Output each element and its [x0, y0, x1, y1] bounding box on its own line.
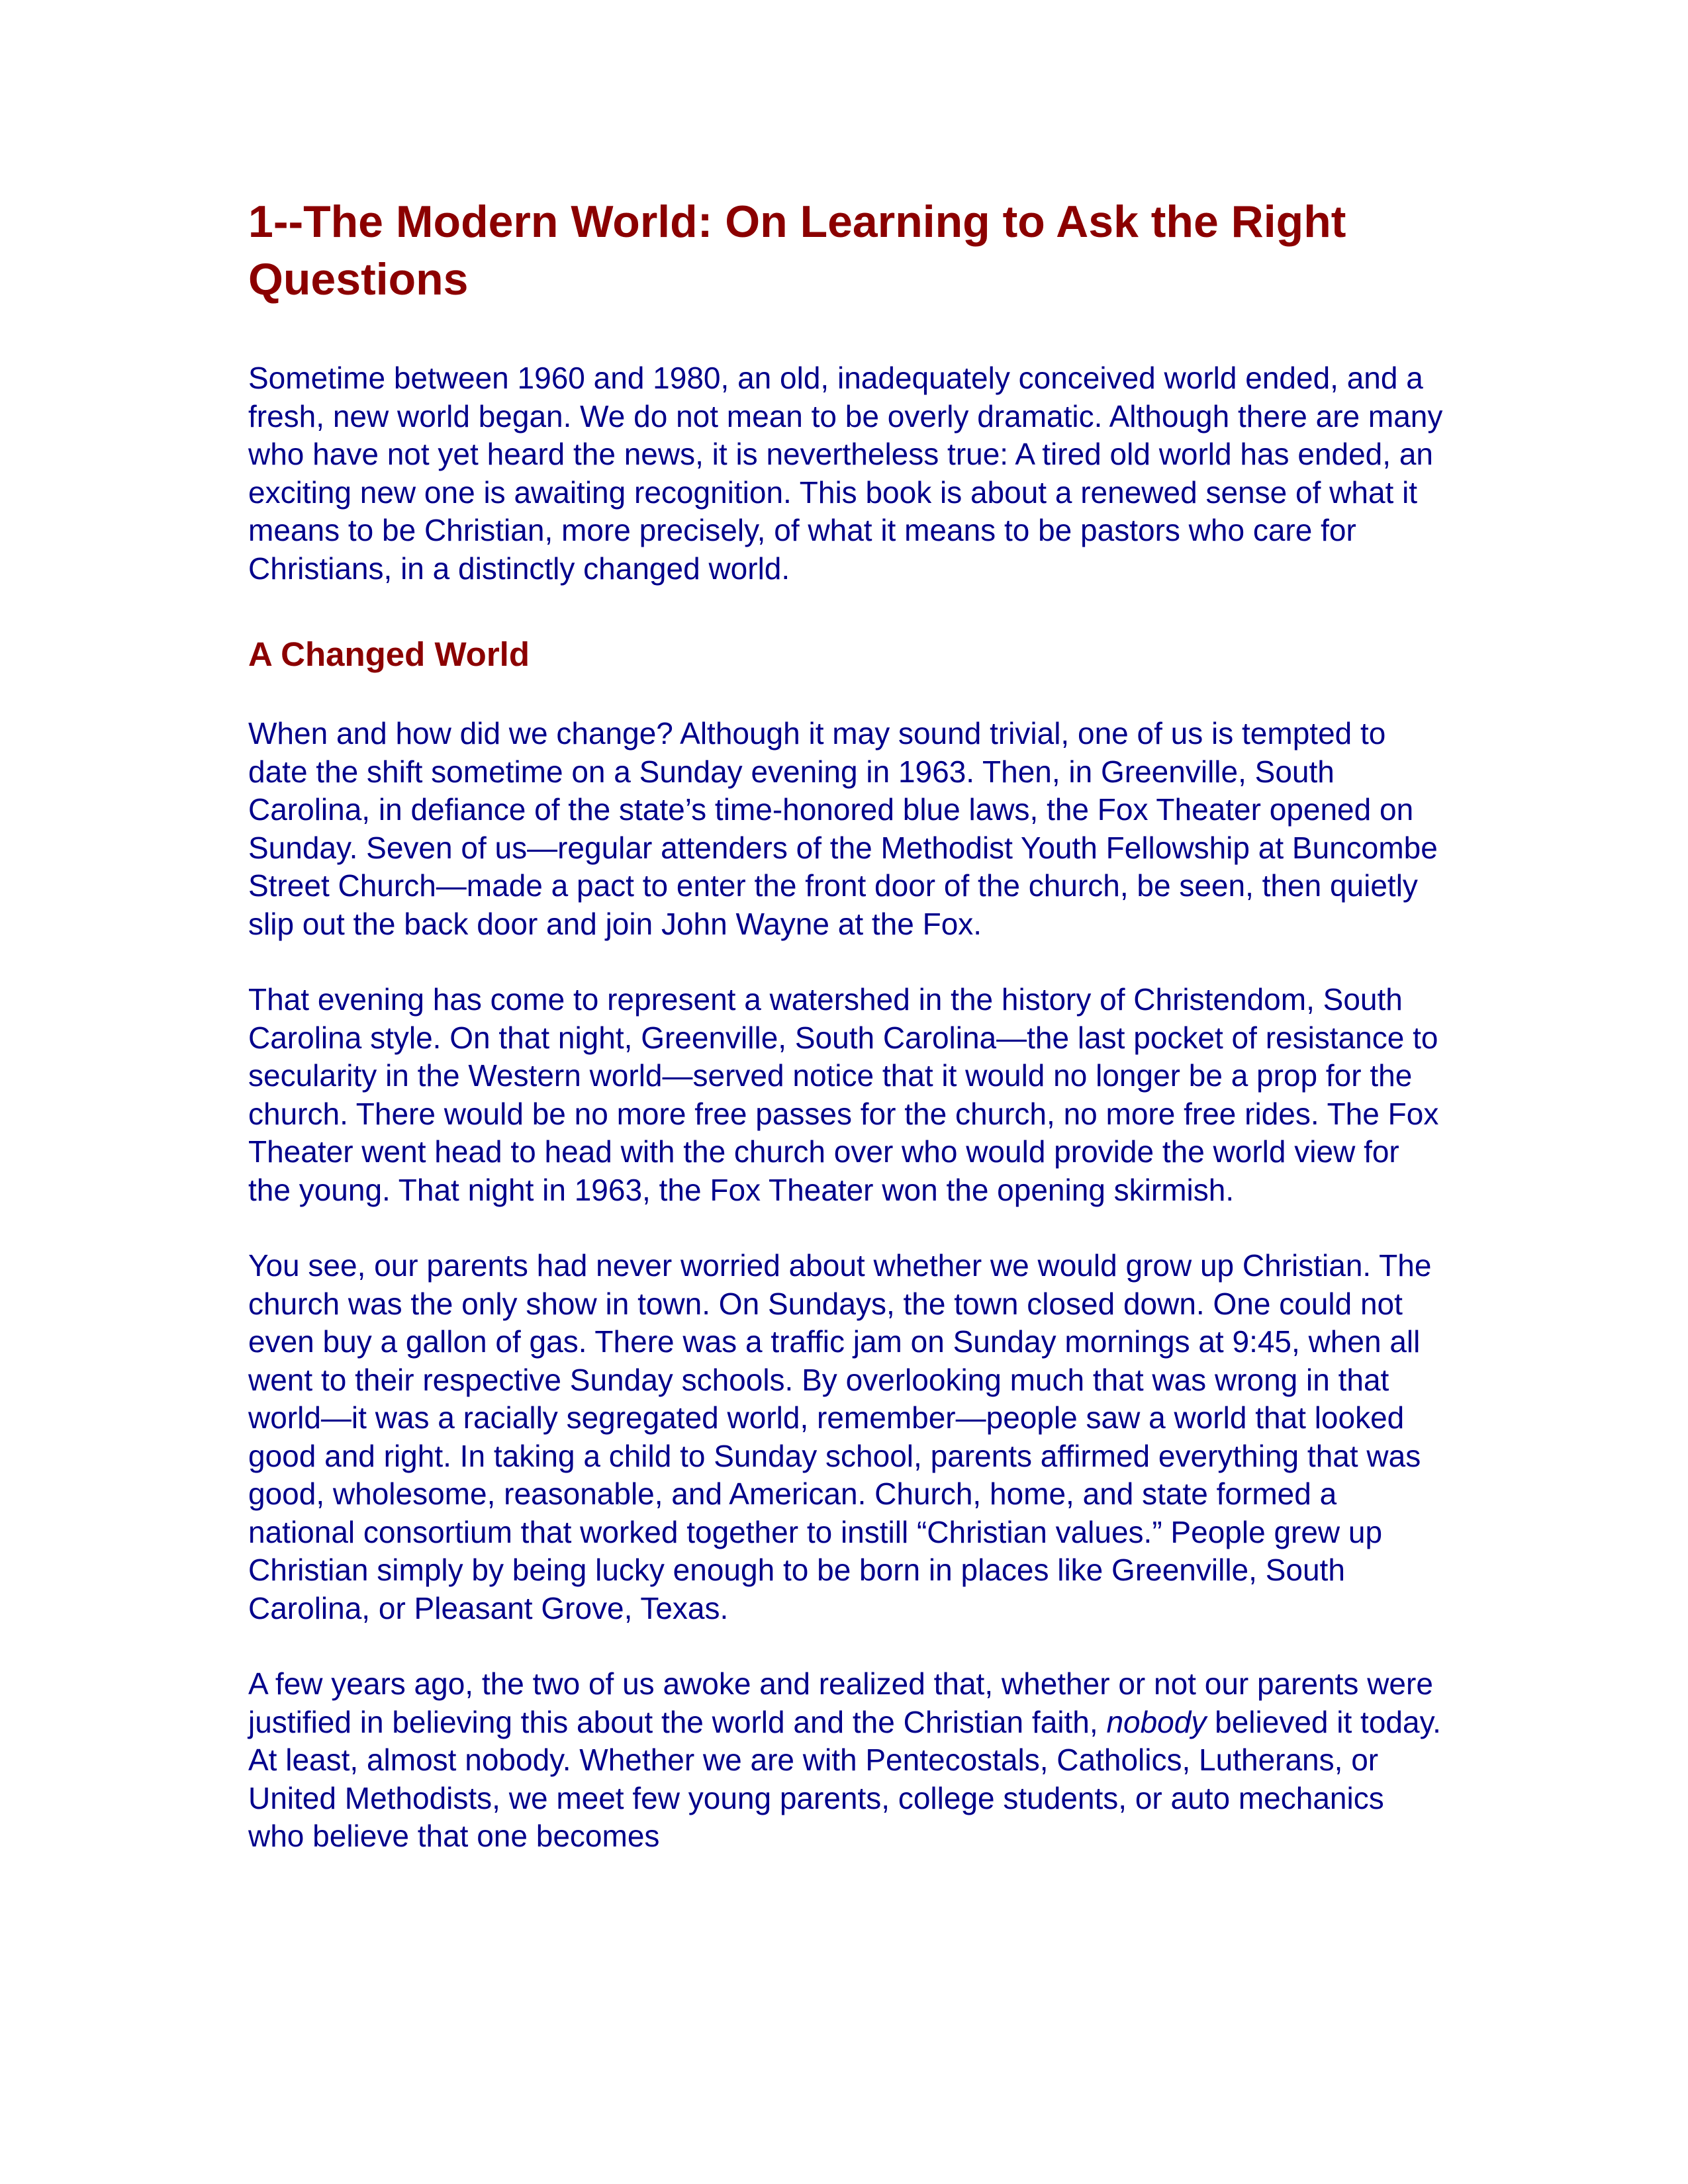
intro-paragraph: Sometime between 1960 and 1980, an old, inadequately conceived world ended, and a fresh, new world began. We do not mean to be overly dramatic. Although there are many who have not yet heard the news, it is nevertheless true: A tired old world has ended, an exciting new one is awaiting recognition. This book is about a renewed sense of what it means to be Christian, more precisely, of what it means to be pastors who care for Christians, in a distinctly changed world.	[248, 361, 1443, 586]
body-paragraph-2: That evening has come to represent a watershed in the history of Christendom, South Carolina style. On that night, Greenville, South Carolina—the last pocket of resistance to secularity in the Western world—served notice that it would no longer be a prop for the church. There would be no more free passes for the church, no more free rides. The Fox Theater went head to head with the church over who would provide the world view for the young. That night in 1963, the Fox Theater won the opening skirmish.	[248, 982, 1439, 1207]
body-paragraph-3: You see, our parents had never worried about whether we would grow up Christian. The church was the only show in town. On Sundays, the town closed down. One could not even buy a gallon of gas. There was a traffic jam on Sunday mornings at 9:45, when all went to their respective Sunday schools. By overlooking much that was wrong in that world—it was a racially segregated world, remember—people saw a world that looked good and right. In taking a child to Sunday school, parents affirmed everything that was good, wholesome, reasonable, and American. Church, home, and state formed a national consortium that worked together to instill “Christian values.” People grew up Christian simply by being lucky enough to be born in places like Greenville, South Carolina, or Pleasant Grove, Texas.	[248, 1248, 1432, 1625]
body-paragraph-1: When and how did we change? Although it may sound trivial, one of us is tempted to date the shift sometime on a Sunday evening in 1963. Then, in Greenville, South Carolina, in defiance of the state’s time-honored blue laws, the Fox Theater opened on Sunday. Seven of us—regular attenders of the Methodist Youth Fellowship at Buncombe Street Church—made a pact to enter the front door of the church, be seen, then quietly slip out the back door and join John Wayne at the Fox.	[248, 716, 1438, 941]
chapter-title: 1--The Modern World: On Learning to Ask the Right Questions	[248, 197, 1346, 304]
document-page	[248, 193, 1446, 1856]
paragraph-text-before: A few years ago, the two of us awoke and realized that, whether or not our parents were justified in believing this about the world and the Christian faith,	[248, 1666, 1433, 1739]
paragraph-text-after: believed it today. At least, almost nobody. Whether we are with Pentecostals, Catholics, Lutherans, or United Methodists, we meet few young parents, college students, or auto mechanics who believe that one becomes	[248, 1704, 1441, 1853]
section-body	[248, 715, 1446, 1856]
body-paragraph-4	[248, 1665, 1446, 1856]
emphasized-word: nobody	[1106, 1704, 1207, 1739]
intro-section	[248, 359, 1446, 588]
section-heading: A Changed World	[248, 635, 530, 673]
